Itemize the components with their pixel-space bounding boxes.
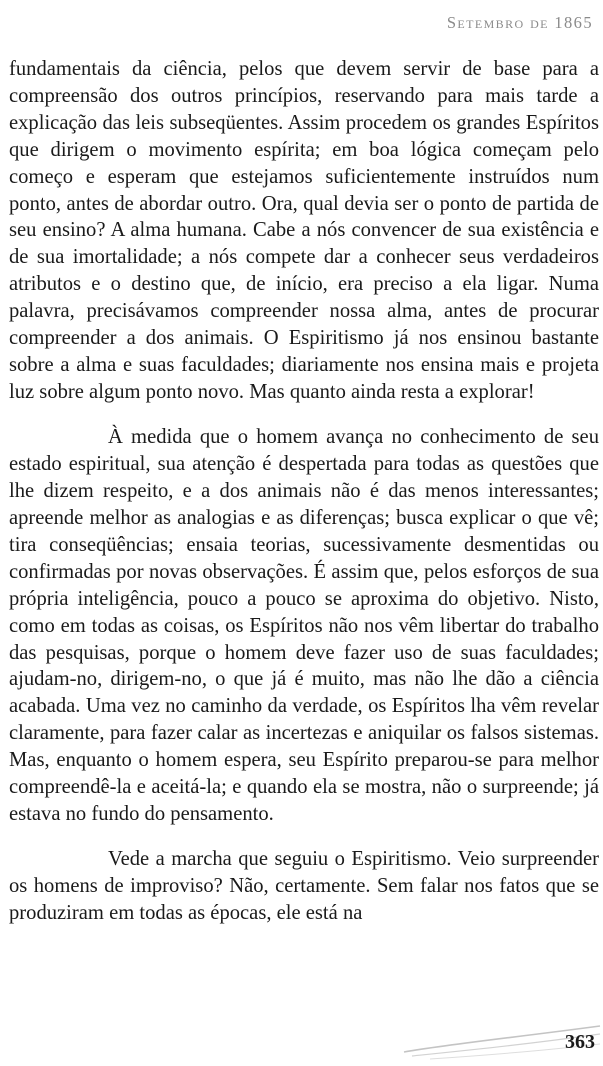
paragraph: À medida que o homem avança no conhecimento de seu estado espiritual, sua atenção é despertada para todas as questões que lhe dizem respeito, e a dos animais não é das menos interessantes; apreende melhor as analogias e as diferenças; busca explicar o que vê; tira conseqüências; ensaia teorias, sucessivamente desmentidas ou confirmadas por novas observações. É assim que, pelos esforços de sua própria inteligência, pouco a pouco se aproxima do objetivo. Nisto, como em todas as coisas, os Espíritos não nos vêm libertar do trabalho das pesquisas, porque o homem deve fazer uso de suas faculdades; ajudam-no, dirigem-no, o que já é muito, mas não lhe dão a ciência acabada. Uma vez no caminho da verdade, os Espíritos lha vêm revelar claramente, para fazer calar as incertezas e aniquilar os falsos sistemas. Mas, enquanto o homem espera, seu Espírito preparou-se para melhor compreendê-la e aceitá-la; e quando ela se mostra, não o surpreende; já estava no fundo do pensamento. (9, 426, 599, 825)
running-head: Setembro de 1865 (446, 13, 593, 32)
page-number: 363 (565, 1031, 595, 1053)
body-text (9, 56, 599, 927)
paragraph: fundamentais da ciência, pelos que devem servir de base para a compreensão dos outros princípios, reservando para mais tarde a explicação das leis subseqüentes. Assim procedem os grandes Espíritos que dirigem o movimento espírita; em boa lógica começam pelo começo e esperam que estejamos suficientemente instruídos num ponto, antes de abordar outro. Ora, qual devia ser o ponto de partida de seu ensino? A alma humana. Cabe a nós convencer de sua existência e de sua imortalidade; a nós compete dar a conhecer seus verdadeiros atributos e o destino que, de início, era preciso a ela ligar. Numa palavra, precisávamos compreender nossa alma, antes de procurar compreender a dos animais. O Espiritismo já nos ensinou bastante sobre a alma e suas faculdades; diariamente nos ensina mais e projeta luz sobre algum ponto novo. Mas quanto ainda resta a explorar! (9, 58, 599, 403)
paragraph: Vede a marcha que seguiu o Espiritismo. Veio surpreender os homens de improviso? Não, certamente. Sem falar nos fatos que se produziram em todas as épocas, ele está na (9, 848, 599, 925)
